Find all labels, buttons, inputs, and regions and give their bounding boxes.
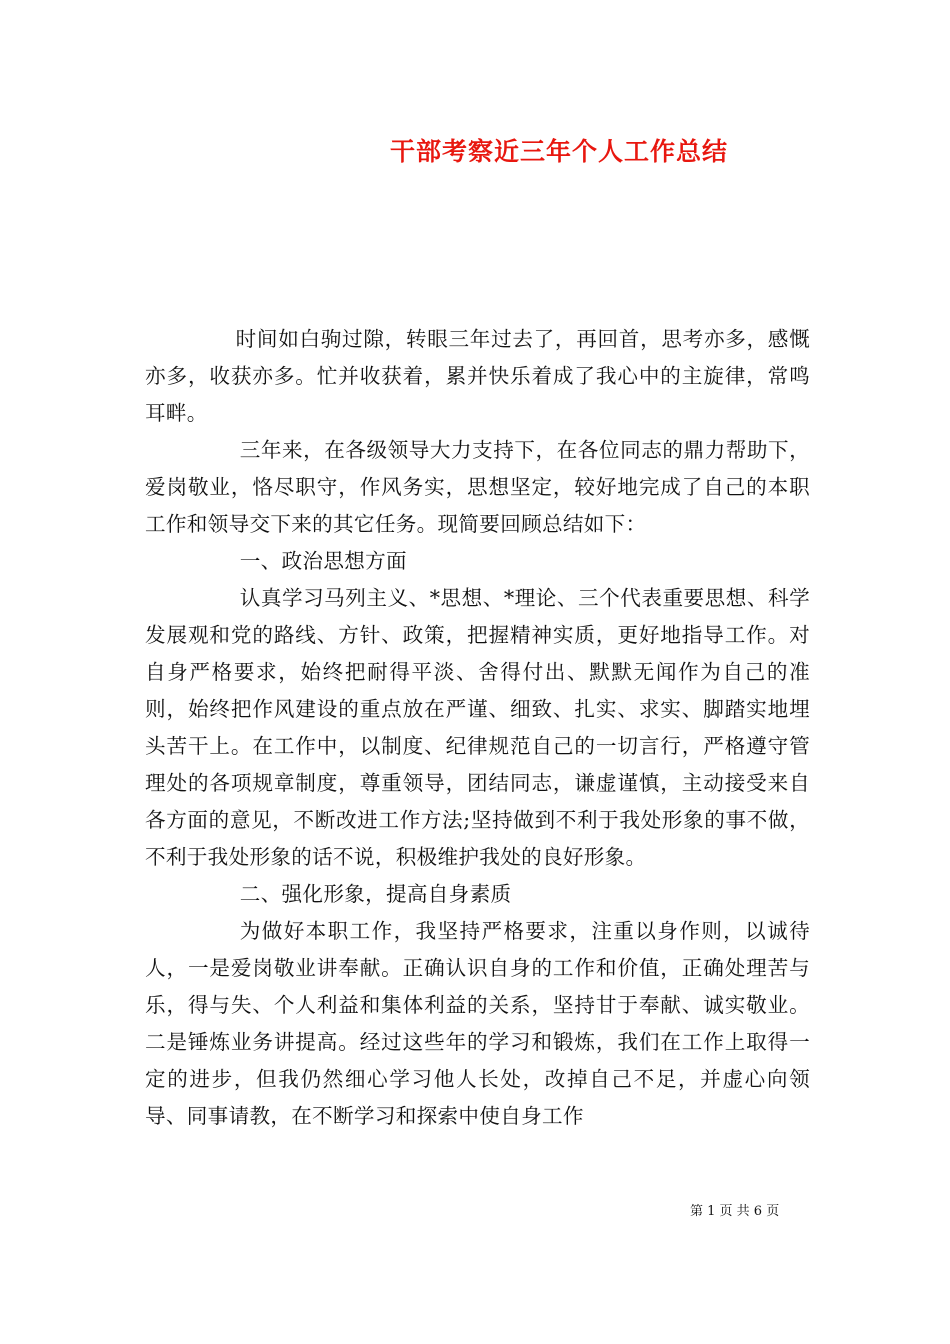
document-body: [145, 321, 810, 1135]
paragraph-overview: 三年来，在各级领导大力支持下，在各位同志的鼎力帮助下，爱岗敬业，恪尽职守，作风务实，思想坚定，较好地完成了自己的本职工作和领导交下来的其它任务。现简要回顾总结如下：: [145, 438, 810, 536]
paragraph-image: 为做好本职工作，我坚持严格要求，注重以身作则，以诚待人，一是爱岗敬业讲奉献。正确认识自身的工作和价值，正确处理苦与乐，得与失、个人利益和集体利益的关系，坚持甘于奉献、诚实敬业。二是锤炼业务讲提高。经过这些年的学习和锻炼，我们在工作上取得一定的进步，但我仍然细心学习他人长处，改掉自己不足，并虚心向领导、同事请教，在不断学习和探索中使自身工作: [145, 919, 810, 1128]
section-heading-political: 一、政治思想方面: [239, 549, 407, 573]
paragraph-political: 认真学习马列主义、*思想、*理论、三个代表重要思想、科学发展观和党的路线、方针、政策，把握精神实质，更好地指导工作。对自身严格要求，始终把耐得平淡、舍得付出、默默无闻作为自己的准则，始终把作风建设的重点放在严谨、细致、扎实、求实、脚踏实地埋头苦干上。在工作中，以制度、纪律规范自己的一切言行，严格遵守管理处的各项规章制度，尊重领导，团结同志，谦虚谨慎，主动接受来自各方面的意见，不断改进工作方法;坚持做到不利于我处形象的事不做，不利于我处形象的话不说，积极维护我处的良好形象。: [145, 586, 810, 869]
section-heading-image: 二、强化形象，提高自身素质: [239, 882, 512, 906]
paragraph-intro: 时间如白驹过隙，转眼三年过去了，再回首，思考亦多，感慨亦多，收获亦多。忙并收获着，累并快乐着成了我心中的主旋律，常鸣耳畔。: [145, 327, 810, 425]
page-number: 第 1 页 共 6 页: [690, 1204, 780, 1219]
document-title: 干部考察近三年个人工作总结: [389, 137, 728, 166]
